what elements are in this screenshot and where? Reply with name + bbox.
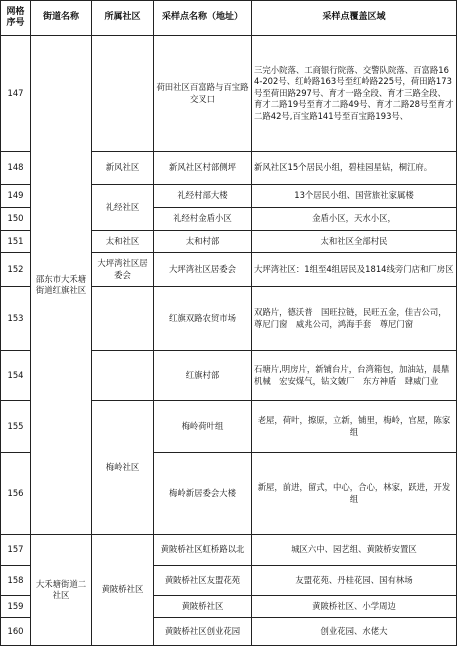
row-site: 梅岭新居委会大楼 xyxy=(154,453,252,535)
row-site: 黄陂桥社区虹桥路以北 xyxy=(154,535,252,566)
row-no: 153 xyxy=(1,287,31,351)
row-area: 金盾小区，天水小区， xyxy=(252,208,457,231)
row-site: 红旗村部 xyxy=(154,351,252,401)
row-no: 156 xyxy=(1,453,31,535)
row-community: 新风社区 xyxy=(92,152,154,185)
row-site: 大坪湾社区居委会 xyxy=(154,253,252,287)
row-site: 礼经村部大楼 xyxy=(154,185,252,208)
row-area: 新风社区15个居民小组，碧桂园星钻，桐江府。 xyxy=(252,152,457,185)
row-no: 160 xyxy=(1,618,31,646)
row-community: 大坪湾社区居委会 xyxy=(92,253,154,287)
row-community xyxy=(92,351,154,401)
row-area: 石塘片,明房片，新铺台片，台湾箱包，加油站，晨鼎机械 宏安煤气，钻文皴厂 东方神盾 肆威门业 xyxy=(252,351,457,401)
header-site: 采样点名称（地址） xyxy=(154,1,252,36)
row-community xyxy=(92,36,154,152)
row-area: 黄陂桥社区、小学周边 xyxy=(252,596,457,618)
row-site: 新风社区村部侧坪 xyxy=(154,152,252,185)
header-street: 街道名称 xyxy=(31,1,92,36)
row-community: 礼经社区 xyxy=(92,185,154,231)
row-no: 159 xyxy=(1,596,31,618)
row-site: 红旗双路农贸市场 xyxy=(154,287,252,351)
row-site: 黄陂桥社区友盟花苑 xyxy=(154,566,252,596)
row-site: 黄陂桥社区 xyxy=(154,596,252,618)
row-area: 大坪湾社区：1组至4组居民及1814线旁门店和厂房区 xyxy=(252,253,457,287)
row-area: 创业花园、水佬大 xyxy=(252,618,457,646)
row-area: 城区六中、园艺组、黄陂桥安置区 xyxy=(252,535,457,566)
street-cell: 大禾塘街道二社区 xyxy=(31,535,92,646)
row-area: 13个居民小组、国营旅社家属楼 xyxy=(252,185,457,208)
row-no: 154 xyxy=(1,351,31,401)
row-area: 老屋，荷叶，擦原，立新，铺里，梅岭，官屋，陈家组 xyxy=(252,401,457,453)
row-community: 梅岭社区 xyxy=(92,401,154,535)
header-row xyxy=(1,1,457,36)
row-community: 黄陂桥社区 xyxy=(92,535,154,646)
row-no: 157 xyxy=(1,535,31,566)
row-no: 149 xyxy=(1,185,31,208)
row-area: 双路片，德沃普 国旺拉链，民旺五金，佳吉公司，尊尼门窗 威兆公司，鸿海手套 尊尼门窗 xyxy=(252,287,457,351)
row-site: 礼经村金盾小区 xyxy=(154,208,252,231)
street-cell: 邵东市大禾塘街道红旗社区 xyxy=(31,36,92,535)
row-area: 太和社区全部村民 xyxy=(252,231,457,253)
row-area: 新屋，前进，留式，中心，合心，林家，跃进，开发组 xyxy=(252,453,457,535)
row-site: 太和村部 xyxy=(154,231,252,253)
header-community: 所属社区 xyxy=(92,1,154,36)
row-no: 150 xyxy=(1,208,31,231)
row-no: 147 xyxy=(1,36,31,152)
row-site: 黄陂桥社区创业花园 xyxy=(154,618,252,646)
header-no: 网格序号 xyxy=(1,1,31,36)
row-site: 梅岭荷叶组 xyxy=(154,401,252,453)
header-area: 采样点覆盖区域 xyxy=(252,1,457,36)
row-community: 太和社区 xyxy=(92,231,154,253)
row-site: 荷田社区百富路与百宝路交叉口 xyxy=(154,36,252,152)
row-area: 三完小院落、工商银行院落、交警队院落、百富路164-202号、红岭路163号至红岭路225号，荷田路173号至荷田路297号、育才一路全段、育才三路全段、育才二路19号至育才二路49号、育才二路28号至育才二路42号,百宝路141号至百宝路193号、 xyxy=(252,36,457,152)
table-row xyxy=(1,535,457,566)
row-no: 148 xyxy=(1,152,31,185)
row-no: 155 xyxy=(1,401,31,453)
row-area: 友盟花苑、丹桂花园、国有林场 xyxy=(252,566,457,596)
row-no: 158 xyxy=(1,566,31,596)
table-row xyxy=(1,36,457,152)
row-no: 152 xyxy=(1,253,31,287)
row-community xyxy=(92,287,154,351)
row-no: 151 xyxy=(1,231,31,253)
